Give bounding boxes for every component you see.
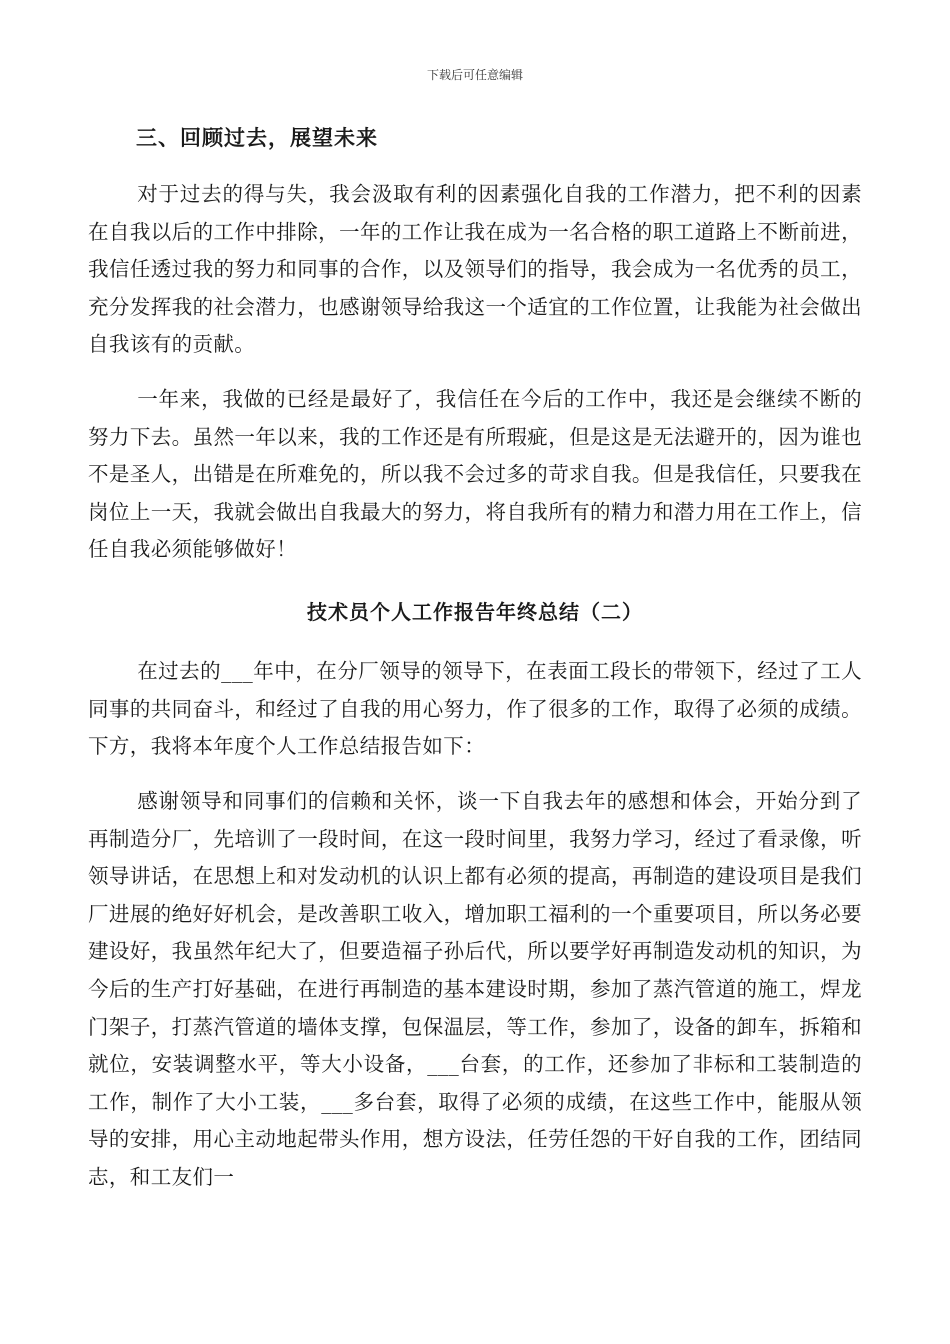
paragraph: 在过去的___年中，在分厂领导的领导下，在表面工段长的带领下，经过了工人同事的共同奋斗，和经过了自我的用心努力，作了很多的工作，取得了必须的成绩。下方，我将本年度个人工作总结报告如下： <box>88 659 862 759</box>
section-heading: 三、回顾过去，展望未来 <box>136 125 378 150</box>
paragraph: 对于过去的得与失，我会汲取有利的因素强化自我的工作潜力，把不利的因素在自我以后的工作中排除，一年的工作让我在成为一名合格的职工道路上不断前进，我信任透过我的努力和同事的合作，以及领导们的指导，我会成为一名优秀的员工，充分发挥我的社会潜力，也感谢领导给我这一个适宜的工作位置，让我能为社会做出自我该有的贡献。 <box>88 182 862 357</box>
paragraph: 感谢领导和同事们的信赖和关怀，谈一下自我去年的感想和体会，开始分到了再制造分厂，先培训了一段时间，在这一段时间里，我努力学习，经过了看录像，听领导讲话，在思想上和对发动机的认识上都有必须的提高，再制造的建设项目是我们厂进展的绝好好机会，是改善职工收入，增加职工福利的一个重要项目，所以务必要建设好，我虽然年纪大了，但要造福子孙后代，所以要学好再制造发动机的知识，为今后的生产打好基础，在进行再制造的基本建设时期，参加了蒸汽管道的施工，焊龙门架子，打蒸汽管道的墙体支撑，包保温层，等工作，参加了，设备的卸车，拆箱和就位，安装调整水平，等大小设备，___台套，的工作，还参加了非标和工装制造的工作，制作了大小工装，___多台套，取得了必须的成绩，在这些工作中，能服从领导的安排，用心主动地起带头作用，想方设法，任劳任怨的干好自我的工作，团结同志，和工友们一 <box>88 789 862 1189</box>
document-title: 技术员个人工作报告年终总结（二） <box>307 600 643 624</box>
paragraph: 一年来，我做的已经是最好了，我信任在今后的工作中，我还是会继续不断的努力下去。虽然一年以来，我的工作还是有所瑕疵，但是这是无法避开的，因为谁也不是圣人，出错是在所难免的，所以我不会过多的苛求自我。但是我信任，只要我在岗位上一天，我就会做出自我最大的努力，将自我所有的精力和潜力用在工作上，信任自我必须能够做好！ <box>88 387 862 562</box>
header-note: 下载后可任意编辑 <box>426 68 523 82</box>
